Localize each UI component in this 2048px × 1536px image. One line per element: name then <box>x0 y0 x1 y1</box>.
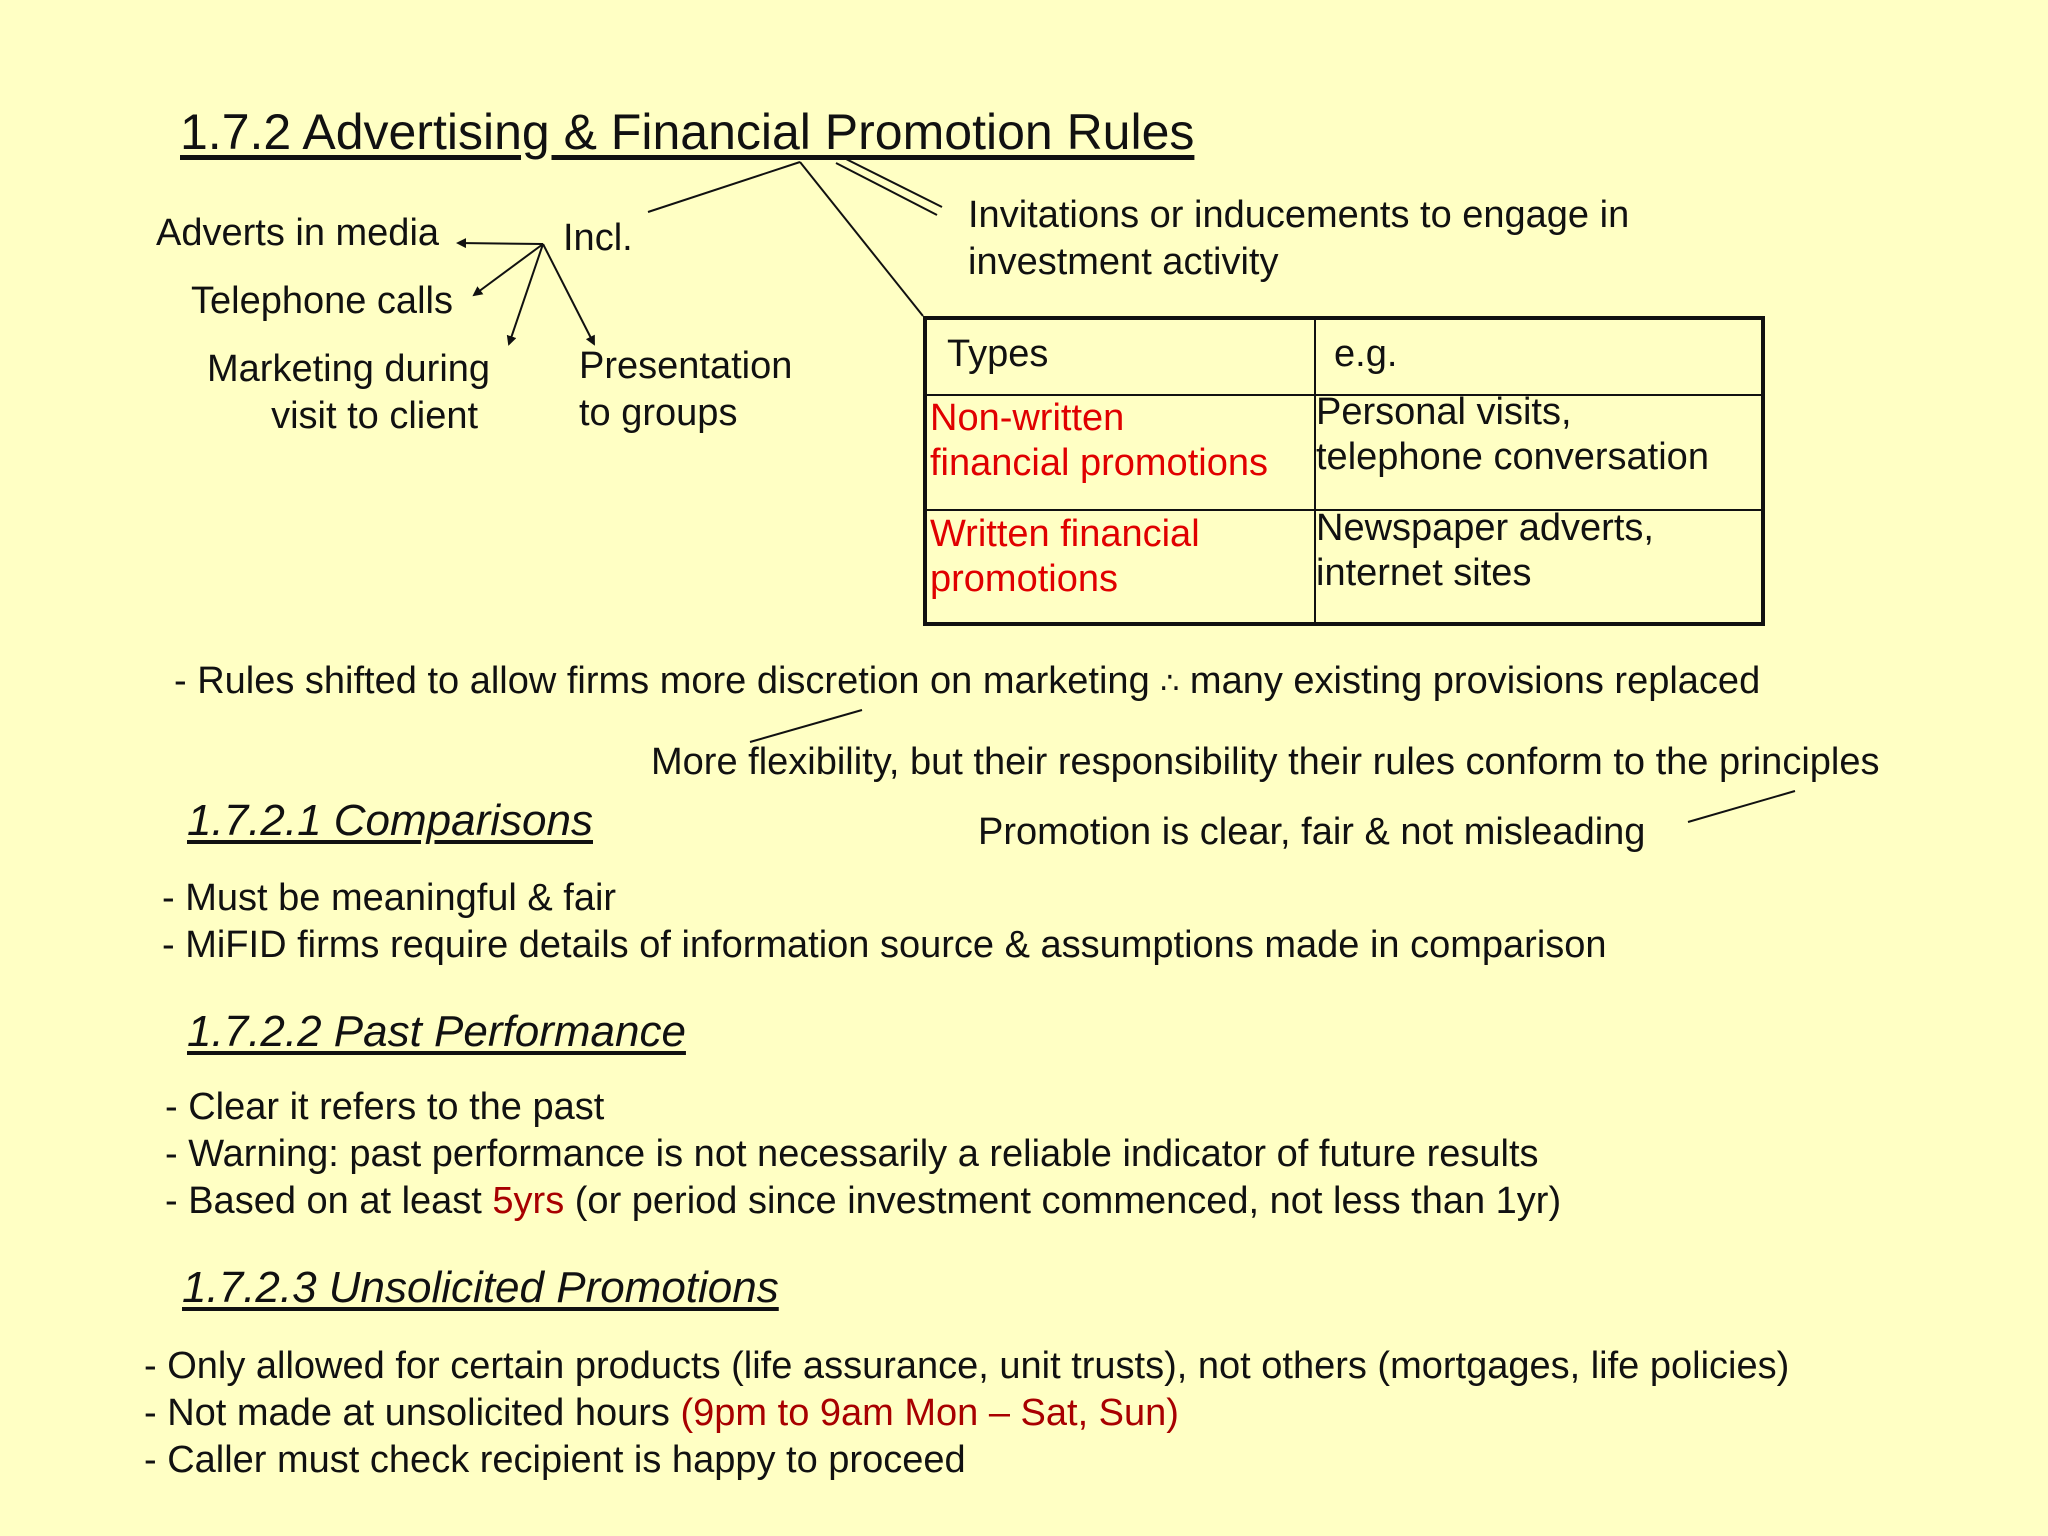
include-item-adverts: Adverts in media <box>156 212 440 254</box>
list-item <box>165 1178 1561 1225</box>
therefore-symbol: ∴ <box>1160 666 1180 701</box>
presentation-line-1: Presentation <box>579 345 793 387</box>
arrow-marketing <box>509 244 543 344</box>
past-performance-heading: 1.7.2.2 Past Performance <box>187 1007 686 1056</box>
type-line: Written financial <box>930 513 1200 555</box>
highlight-hours: (9pm to 9am Mon – Sat, Sun) <box>680 1392 1179 1434</box>
list-item: - Caller must check recipient is happy to proceed <box>144 1439 966 1481</box>
include-item-telephone: Telephone calls <box>191 280 453 322</box>
highlight-years: 5yrs <box>492 1180 565 1222</box>
type-line: Non-written <box>930 397 1125 439</box>
definition-line-2: investment activity <box>968 241 1279 283</box>
includes-label: Incl. <box>563 217 633 259</box>
marketing-line-1: Marketing during <box>207 348 491 390</box>
page-title: 1.7.2 Advertising & Financial Promotion Rules <box>180 104 1195 160</box>
type-line: financial promotions <box>930 442 1268 484</box>
rules-note-text-after: many existing provisions replaced <box>1189 660 1761 702</box>
list-item: - Must be meaningful & fair <box>162 877 617 919</box>
bullet-text: - Not made at unsolicited hours <box>144 1392 681 1434</box>
bullet-text: - Based on at least <box>165 1180 493 1222</box>
table-cell-type <box>930 512 1200 602</box>
example-line: internet sites <box>1316 552 1532 594</box>
title-to-table-line <box>800 162 923 316</box>
comparisons-list <box>162 875 1607 969</box>
definition-text <box>968 192 1629 286</box>
table-cell-example <box>1316 390 1709 480</box>
rules-note-text: - Rules shifted to allow firms more discretion on marketing <box>174 660 1150 702</box>
include-item-marketing <box>207 346 490 440</box>
arrow-telephone <box>474 244 543 295</box>
title-to-definition-line-1 <box>836 163 937 215</box>
flexibility-note: More flexibility, but their responsibility their rules conform to the principles <box>651 741 1880 783</box>
unsolicited-heading: 1.7.2.3 Unsolicited Promotions <box>182 1263 779 1312</box>
marketing-line-2: visit to client <box>271 395 479 437</box>
example-line: telephone conversation <box>1316 436 1709 478</box>
table-cell-type <box>930 396 1268 486</box>
unsolicited-list <box>144 1343 1789 1484</box>
type-line: promotions <box>930 558 1118 600</box>
past-performance-list <box>165 1084 1561 1225</box>
title-to-incl-line <box>648 162 800 212</box>
example-line: Newspaper adverts, <box>1316 507 1654 549</box>
discretion-to-flexibility-line <box>750 710 862 742</box>
principles-to-promotion-line <box>1688 791 1795 822</box>
bullet-text: (or period since investment commenced, not less than 1yr) <box>564 1180 1562 1222</box>
example-line: Personal visits, <box>1316 391 1572 433</box>
definition-line-1: Invitations or inducements to engage in <box>968 194 1630 236</box>
list-item <box>144 1390 1789 1437</box>
comparisons-heading: 1.7.2.1 Comparisons <box>187 796 593 845</box>
list-item: - Clear it refers to the past <box>165 1086 605 1128</box>
list-item: - Only allowed for certain products (life assurance, unit trusts), not others (mortgages, life policies) <box>144 1345 1790 1387</box>
table-cell-example <box>1316 506 1654 596</box>
title-to-definition-line-2 <box>844 158 942 207</box>
include-item-presentation <box>579 343 792 437</box>
table-header-types: Types <box>947 333 1049 375</box>
presentation-line-2: to groups <box>579 392 738 434</box>
list-item: - Warning: past performance is not necessarily a reliable indicator of future results <box>165 1133 1539 1175</box>
list-item: - MiFID firms require details of information source & assumptions made in comparison <box>162 924 1607 966</box>
table-header-eg: e.g. <box>1334 333 1398 375</box>
rules-note <box>174 658 1760 707</box>
principle-note: Promotion is clear, fair & not misleading <box>978 811 1646 853</box>
types-table <box>923 316 1765 626</box>
arrow-adverts <box>458 243 543 244</box>
